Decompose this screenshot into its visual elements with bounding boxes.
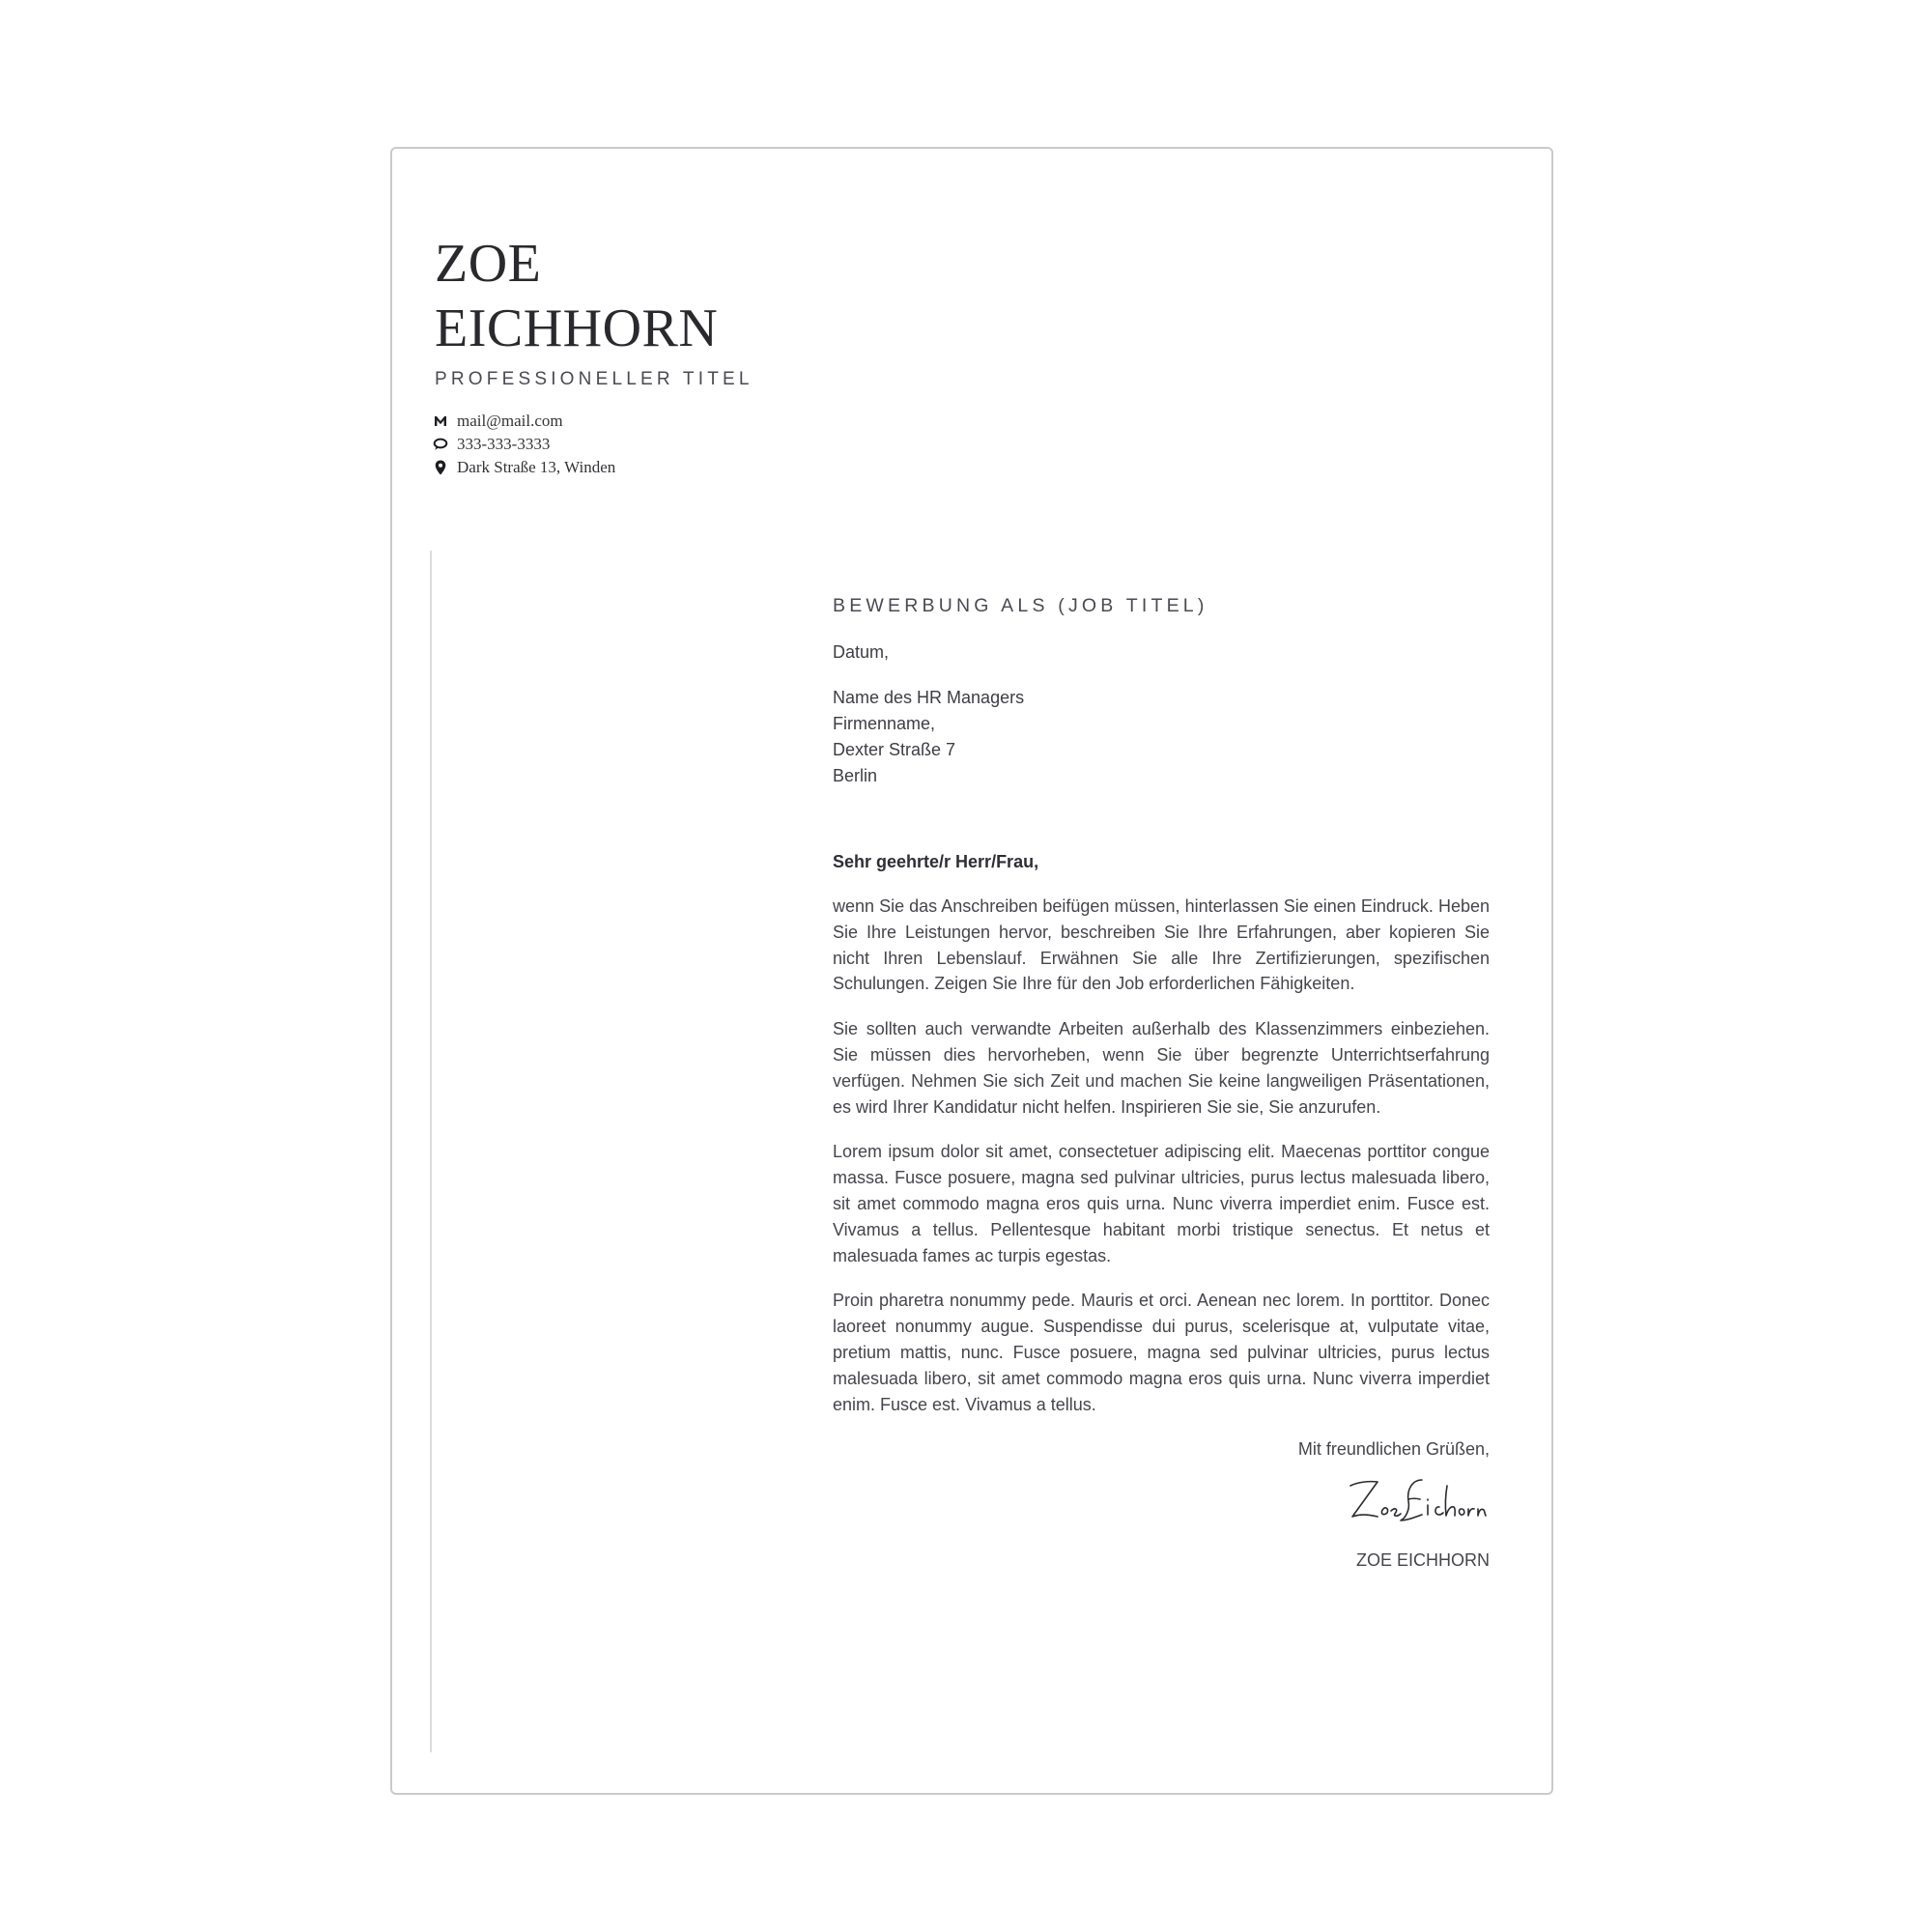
cover-letter-page: [390, 147, 1553, 1795]
letter-date: Datum,: [833, 642, 890, 662]
contact-address-value: Dark Straße 13, Winden: [457, 458, 616, 476]
contact-email[interactable]: [433, 410, 615, 433]
location-pin-icon: [433, 460, 448, 475]
signature-drawing: [1345, 1472, 1490, 1530]
closing-line: Mit freundlichen Grüßen,: [1297, 1439, 1490, 1460]
signed-name: ZOE EICHHORN: [1355, 1550, 1490, 1571]
body-paragraph: wenn Sie das Anschreiben beifügen müssen, hinterlassen Sie einen Eindruck. Heben Sie Ihre Leistungen hervor, beschreiben Sie Ihre Erfahrungen, aber kopieren Sie nicht Ihren Lebenslauf. Erwähnen Sie alle Ihre Zertifizierungen, spezifischen Schulungen. Zeigen Sie Ihre für den Job erforderlichen Fähigkeiten.: [833, 896, 1490, 994]
last-name: EICHHORN: [435, 298, 719, 358]
contact-address: [433, 456, 615, 479]
letter-heading: BEWERBUNG ALS (JOB TITEL): [833, 595, 1208, 616]
salutation: Sehr geehrte/r Herr/Frau,: [833, 852, 1039, 871]
body-paragraph: Lorem ipsum dolor sit amet, consectetuer adipiscing elit. Maecenas porttitor congue massa. Fusce posuere, magna sed pulvinar ultricies, purus lectus malesuada libero, sit amet commodo magna eros quis urna. Nunc viverra imperdiet enim. Fusce est. Vivamus a tellus. Pellentesque habitant morbi tristique senectus. Et netus et malesuada fames ac turpis egestas.: [833, 1142, 1490, 1265]
phone-icon: [433, 437, 448, 452]
mail-icon: [433, 413, 448, 429]
contact-phone[interactable]: [433, 433, 615, 456]
handwritten-signature: [833, 1472, 1490, 1536]
recipient-line: Firmenname,: [833, 714, 936, 733]
recipient-line: Dexter Straße 7: [833, 740, 956, 759]
vertical-divider: [430, 551, 432, 1752]
body-paragraph: Sie sollten auch verwandte Arbeiten außerhalb des Klassenzimmers einbeziehen. Sie müssen dies hervorheben, wenn Sie über begrenzte Unterrichtserfahrung verfügen. Nehmen Sie sich Zeit und machen Sie keine langweiligen Präsentationen, es wird Ihrer Kandidatur nicht helfen. Inspirieren Sie sie, Sie anzurufen.: [833, 1019, 1490, 1117]
contact-phone-value: 333-333-3333: [457, 435, 551, 453]
contact-email-value: mail@mail.com: [457, 412, 563, 430]
first-name: ZOE: [435, 234, 542, 294]
professional-title: PROFESSIONELLER TITEL: [435, 369, 753, 389]
recipient-block: [833, 685, 1490, 789]
body-paragraph: Proin pharetra nonummy pede. Mauris et orci. Aenean nec lorem. In porttitor. Donec laoreet nonummy augue. Suspendisse dui purus, scelerisque at, vulputate vitae, pretium mattis, nunc. Fusce posuere, magna sed pulvinar ultricies, purus lectus malesuada libero, sit amet commodo magna eros quis urna. Nunc viverra imperdiet enim. Fusce est. Vivamus a tellus.: [833, 1291, 1490, 1414]
letter-body: [833, 593, 1490, 1574]
contact-list: [433, 410, 615, 479]
applicant-name: [435, 232, 718, 361]
recipient-line: Berlin: [833, 766, 878, 785]
recipient-line: Name des HR Managers: [833, 688, 1025, 707]
